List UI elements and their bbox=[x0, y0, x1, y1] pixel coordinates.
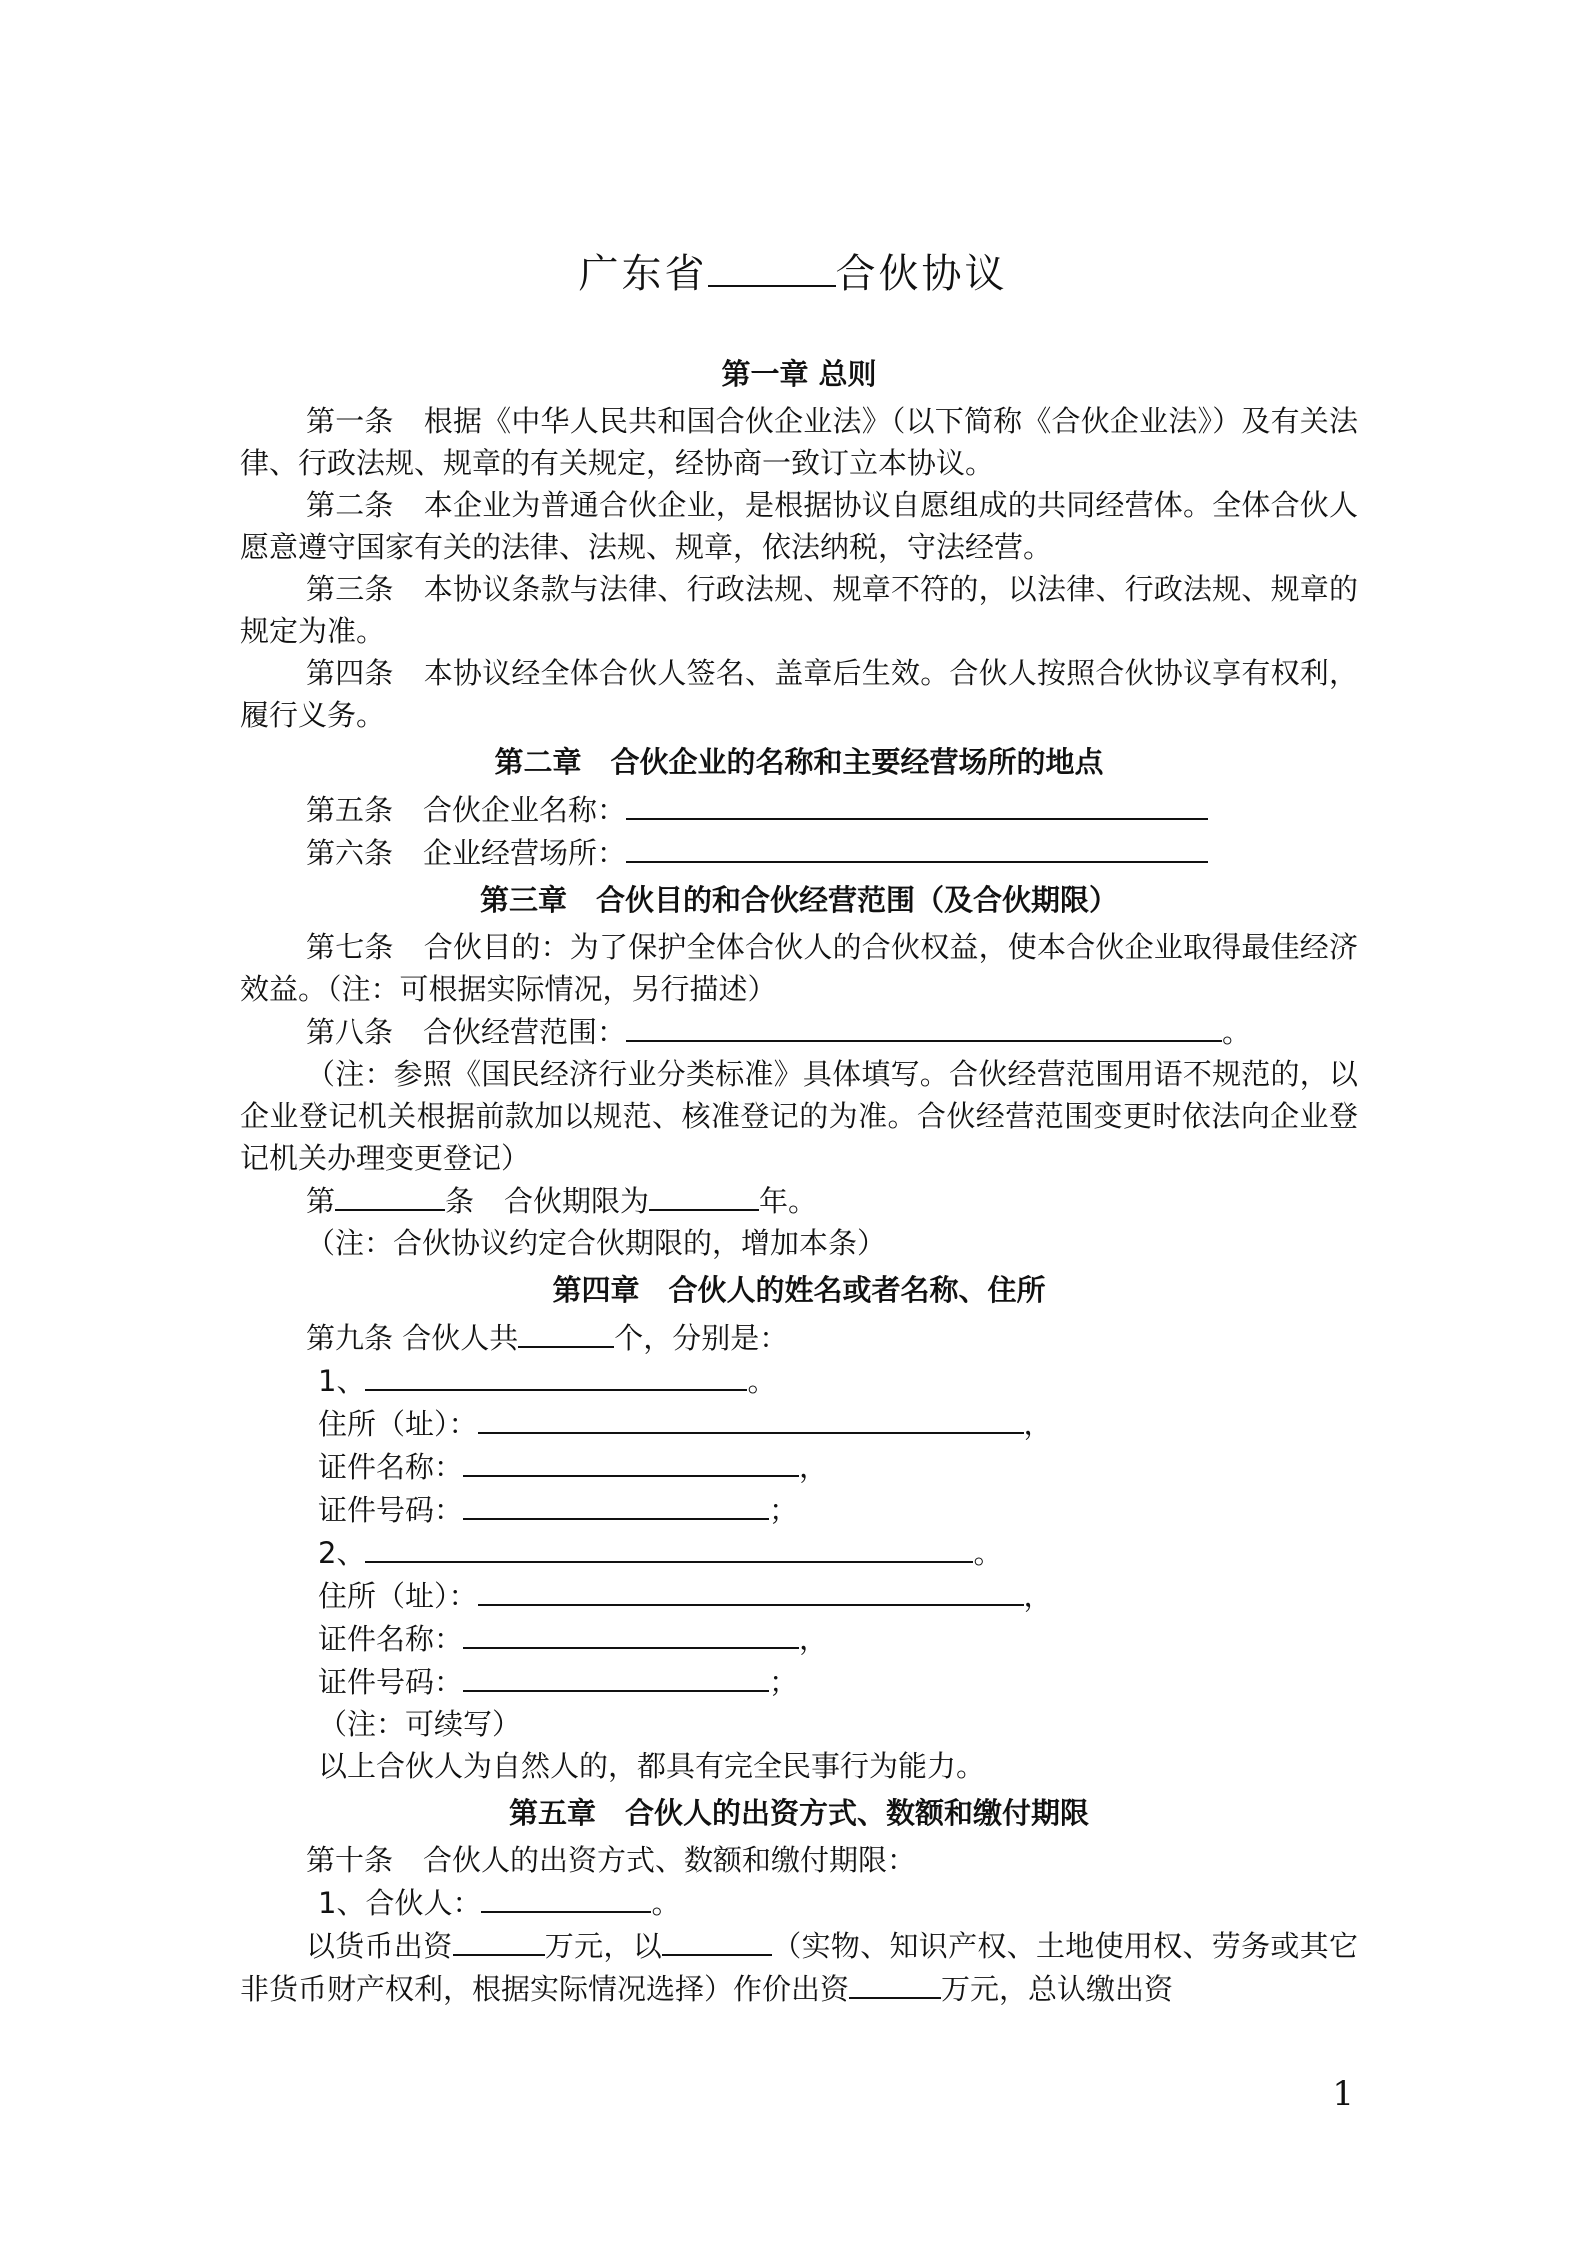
term-label: 合伙期限为 bbox=[504, 1184, 650, 1218]
article-number: 第一条 bbox=[306, 404, 394, 438]
chapter-5-heading: 第五章 合伙人的出资方式、数额和缴付期限 bbox=[508, 1796, 1089, 1830]
article-number: 第十条 bbox=[306, 1843, 394, 1877]
chapter-1-heading: 第一章 总则 bbox=[721, 357, 877, 391]
punctuation: 。 bbox=[1222, 1015, 1252, 1049]
article-text: 个，分别是： bbox=[614, 1321, 789, 1355]
partner-1-id-number-blank bbox=[463, 1488, 769, 1520]
article-text: 合伙人的出资方式、数额和缴付期限： bbox=[423, 1843, 917, 1877]
note-continue: （注：可续写） bbox=[318, 1707, 522, 1741]
article-number: 第三条 bbox=[306, 572, 394, 606]
punctuation: ， bbox=[1023, 1579, 1053, 1613]
contribution-text: （实物、知识产权、土地使用权、劳务或其它非货币财产权利，根据实际情况选择）作价出资 bbox=[240, 1929, 1358, 2006]
document-body bbox=[240, 348, 1358, 2010]
document-title bbox=[0, 242, 1586, 299]
partner-1-name bbox=[240, 1359, 1358, 1402]
punctuation: ， bbox=[799, 1450, 829, 1484]
term-end: 年。 bbox=[759, 1184, 818, 1218]
article-number: 第八条 bbox=[306, 1015, 394, 1049]
article-text: 第九条 合伙人共 bbox=[306, 1321, 519, 1355]
non-cash-type-blank bbox=[662, 1924, 772, 1956]
article-4 bbox=[240, 652, 1358, 736]
note-term: （注：合伙协议约定合伙期限的，增加本条） bbox=[306, 1226, 887, 1260]
field-label: 证件名称： bbox=[318, 1450, 464, 1484]
punctuation: 。 bbox=[651, 1886, 681, 1920]
field-label: 证件名称： bbox=[318, 1622, 464, 1656]
punctuation: ； bbox=[769, 1493, 799, 1527]
partner-2-id-type bbox=[240, 1617, 1358, 1660]
article-number: 第六条 bbox=[306, 836, 394, 870]
chapter-2-heading: 第二章 合伙企业的名称和主要经营场所的地点 bbox=[494, 745, 1104, 779]
contribution-text: 以货币出资 bbox=[306, 1929, 453, 1963]
contribution-text: 万元，以 bbox=[544, 1929, 662, 1963]
punctuation: ， bbox=[1023, 1407, 1053, 1441]
contribution-partner-1 bbox=[240, 1881, 1358, 1924]
article-text: 本协议经全体合伙人签名、盖章后生效。合伙人按照合伙协议享有权利，履行义务。 bbox=[240, 656, 1358, 732]
article-1 bbox=[240, 400, 1358, 484]
term-prefix: 第 bbox=[306, 1184, 336, 1218]
partner-count-blank bbox=[518, 1316, 614, 1348]
partner-2-name-blank bbox=[365, 1531, 973, 1563]
punctuation: 。 bbox=[973, 1536, 1003, 1570]
article-number: 第五条 bbox=[306, 793, 394, 827]
page-number: 1 bbox=[1332, 2074, 1354, 2114]
business-premises-blank bbox=[626, 831, 1208, 863]
field-label: 证件号码： bbox=[318, 1665, 464, 1699]
article-text: 根据《中华人民共和国合伙企业法》（以下简称《合伙企业法》）及有关法律、行政法规、规章的有关规定，经协商一致订立本协议。 bbox=[240, 404, 1358, 480]
title-prefix: 广东省 bbox=[578, 251, 708, 297]
title-suffix: 合伙协议 bbox=[835, 251, 1008, 297]
article-9 bbox=[240, 1316, 1358, 1359]
article-number-blank bbox=[335, 1179, 445, 1211]
partner-2-address bbox=[240, 1574, 1358, 1617]
article-number: 第七条 bbox=[306, 930, 394, 964]
partner-index: 1、 bbox=[318, 1364, 366, 1398]
contribution-text: 万元，总认缴出资 bbox=[941, 1972, 1174, 2006]
partner-1-id-type bbox=[240, 1445, 1358, 1488]
non-cash-amount-blank bbox=[849, 1967, 941, 1999]
article-text: 合伙目的：为了保护全体合伙人的合伙权益，使本合伙企业取得最佳经济效益。（注：可根据实际情况，另行描述） bbox=[240, 930, 1358, 1006]
partner-1-address-blank bbox=[478, 1402, 1024, 1434]
contribution-detail bbox=[240, 1924, 1358, 2010]
article-term bbox=[240, 1179, 1358, 1222]
partnership-name-blank bbox=[626, 788, 1208, 820]
article-3 bbox=[240, 568, 1358, 652]
article-2 bbox=[240, 484, 1358, 568]
article-10 bbox=[240, 1839, 1358, 1881]
punctuation: ， bbox=[799, 1622, 829, 1656]
partner-2-id-type-blank bbox=[463, 1617, 799, 1649]
business-scope-blank bbox=[626, 1010, 1222, 1042]
article-number: 第二条 bbox=[306, 488, 394, 522]
chapter-3-heading: 第三章 合伙目的和合伙经营范围（及合伙期限） bbox=[479, 883, 1118, 917]
field-label: 1、合伙人： bbox=[318, 1886, 482, 1920]
punctuation: 。 bbox=[747, 1364, 777, 1398]
partner-1-id-number bbox=[240, 1488, 1358, 1531]
note-business-scope: （注：参照《国民经济行业分类标准》具体填写。合伙经营范围用语不规范的，以企业登记机关根据前款加以规范、核准登记的为准。合伙经营范围变更时依法向企业登记机关办理变更登记） bbox=[240, 1057, 1358, 1175]
term-years-blank bbox=[649, 1179, 759, 1211]
contribution-partner-1-blank bbox=[481, 1881, 651, 1913]
cash-amount-blank bbox=[453, 1924, 545, 1956]
article-number: 第四条 bbox=[306, 656, 394, 690]
partner-2-name bbox=[240, 1531, 1358, 1574]
partner-2-id-number-blank bbox=[463, 1660, 769, 1692]
article-8 bbox=[240, 1010, 1358, 1053]
field-label: 住所（址）： bbox=[318, 1579, 478, 1613]
article-text: 本协议条款与法律、行政法规、规章不符的，以法律、行政法规、规章的规定为准。 bbox=[240, 572, 1358, 648]
article-text: 本企业为普通合伙企业，是根据协议自愿组成的共同经营体。全体合伙人愿意遵守国家有关的法律、法规、规章，依法纳税，守法经营。 bbox=[240, 488, 1358, 564]
field-label: 住所（址）： bbox=[318, 1407, 478, 1441]
partner-1-address bbox=[240, 1402, 1358, 1445]
natural-person-statement: 以上合伙人为自然人的，都具有完全民事行为能力。 bbox=[318, 1749, 986, 1783]
partner-1-id-type-blank bbox=[463, 1445, 799, 1477]
field-label: 证件号码： bbox=[318, 1493, 464, 1527]
field-label: 合伙经营范围： bbox=[423, 1015, 627, 1049]
partner-index: 2、 bbox=[318, 1536, 366, 1570]
partner-2-address-blank bbox=[478, 1574, 1024, 1606]
article-5 bbox=[240, 788, 1358, 831]
chapter-4-heading: 第四章 合伙人的姓名或者名称、住所 bbox=[552, 1273, 1046, 1307]
article-7 bbox=[240, 926, 1358, 1010]
field-label: 企业经营场所： bbox=[423, 836, 627, 870]
field-label: 合伙企业名称： bbox=[423, 793, 627, 827]
partner-2-id-number bbox=[240, 1660, 1358, 1703]
partner-1-name-blank bbox=[365, 1359, 747, 1391]
title-blank bbox=[708, 249, 836, 287]
term-mid: 条 bbox=[445, 1184, 475, 1218]
punctuation: ； bbox=[769, 1665, 799, 1699]
article-6 bbox=[240, 831, 1358, 874]
